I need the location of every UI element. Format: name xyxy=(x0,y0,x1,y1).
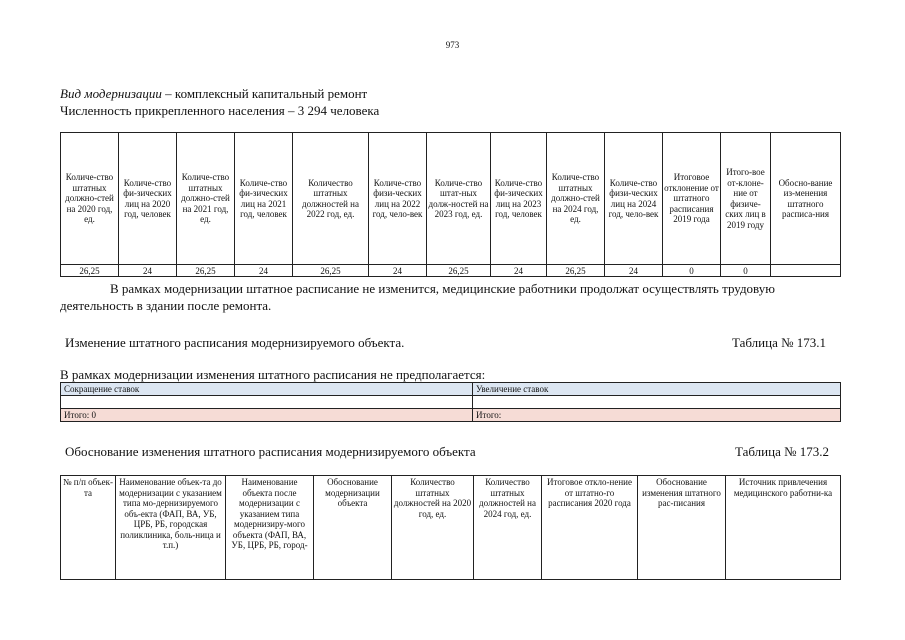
total-left: Итого: 0 xyxy=(61,409,473,422)
staff-header-cell: Количе-ство штат-ных долж-ностей на 2023 год, ед. xyxy=(427,133,491,265)
staff-value-cell xyxy=(771,265,841,277)
staff-table-header-row xyxy=(61,133,841,265)
staff-header-cell: Итого-вое от-клоне-ние от физиче-ских лиц в 2019 году xyxy=(721,133,771,265)
justification-header-row xyxy=(61,476,841,580)
modernization-paragraph: В рамках модернизации штатное расписание не изменится, медицинские работники продолжат осуществлять трудовую деятельность в здании после ремонта. xyxy=(60,281,775,313)
total-right: Итого: xyxy=(473,409,841,422)
section2-title: Обоснование изменения штатного расписания модернизируемого объекта xyxy=(65,444,476,459)
staff-value-cell: 26,25 xyxy=(293,265,369,277)
staff-value-cell: 24 xyxy=(491,265,547,277)
staff-header-cell: Количество штатных должностей на 2022 год, ед. xyxy=(293,133,369,265)
staff-header-cell: Количе-ство штатных должно-стей на 2021 год, ед. xyxy=(177,133,235,265)
staff-header-cell: Количе-ство физи-ческих лиц на 2024 год, чело-век xyxy=(605,133,663,265)
section1-table-number: Таблица № 173.1 xyxy=(732,335,827,350)
staff-table xyxy=(60,132,841,277)
modernization-type-label: Вид модернизации xyxy=(60,86,162,101)
justification-header-cell: Источник привлечения медицинского работни-ка xyxy=(726,476,841,580)
section1-title: Изменение штатного расписания модернизируемого объекта. xyxy=(65,335,405,350)
no-changes-line: В рамках модернизации изменения штатного расписания не предполагается: xyxy=(60,367,486,382)
changes-total-row xyxy=(61,409,841,422)
staff-header-cell: Количе-ство физи-ческих лиц на 2022 год, чело-век xyxy=(369,133,427,265)
justification-header-cell: Обоснование модернизации объекта xyxy=(314,476,392,580)
changes-header-row xyxy=(61,383,841,396)
justification-header-cell: Количество штатных должностей на 2020 год, ед. xyxy=(392,476,474,580)
staff-value-cell: 26,25 xyxy=(427,265,491,277)
justification-header-cell: № п/п объек-та xyxy=(61,476,116,580)
reduction-cell xyxy=(61,396,473,409)
staffing-changes-table xyxy=(60,382,841,422)
staff-header-cell: Обосно-вание из-менения штатного расписа-ния xyxy=(771,133,841,265)
staff-header-cell: Итоговое отклонение от штатного расписания 2019 года xyxy=(663,133,721,265)
justification-table xyxy=(60,475,841,580)
staff-header-cell: Количе-ство штатных должно-стей на 2020 год, ед. xyxy=(61,133,119,265)
justification-header-cell: Обоснование изменения штатного рас-писания xyxy=(638,476,726,580)
justification-header-cell: Наименование объекта после модернизации с указанием типа модернизиру-мого объекта (ФАП, ВА, УБ, ЦРБ, РБ, город- xyxy=(226,476,314,580)
increase-cell xyxy=(473,396,841,409)
staff-value-cell: 0 xyxy=(721,265,771,277)
staff-value-cell: 24 xyxy=(605,265,663,277)
staff-table-value-row xyxy=(61,265,841,277)
reduction-label: Сокращение ставок xyxy=(61,383,473,396)
staff-value-cell: 24 xyxy=(369,265,427,277)
page-number: 973 xyxy=(445,40,460,50)
staff-value-cell: 0 xyxy=(663,265,721,277)
staff-header-cell: Количе-ство фи-зических лиц на 2020 год, человек xyxy=(119,133,177,265)
section2-table-number: Таблица № 173.2 xyxy=(735,444,830,459)
staff-value-cell: 26,25 xyxy=(61,265,119,277)
modernization-type-line xyxy=(60,86,367,102)
staff-value-cell: 26,25 xyxy=(547,265,605,277)
staff-value-cell: 24 xyxy=(235,265,293,277)
staff-header-cell: Количе-ство штатных должно-стей на 2024 год, ед. xyxy=(547,133,605,265)
population-line: Численность прикрепленного населения – 3 294 человека xyxy=(60,103,380,118)
justification-header-cell: Количество штатных должностей на 2024 год, ед. xyxy=(474,476,542,580)
staff-value-cell: 26,25 xyxy=(177,265,235,277)
justification-header-cell: Итоговое откло-нение от штатно-го расписания 2020 года xyxy=(542,476,638,580)
changes-empty-row xyxy=(61,396,841,409)
staff-value-cell: 24 xyxy=(119,265,177,277)
increase-label: Увеличение ставок xyxy=(473,383,841,396)
staff-header-cell: Количе-ство фи-зических лиц на 2023 год, человек xyxy=(491,133,547,265)
justification-header-cell: Наименование объек-та до модернизации с указанием типа мо-дернизируемого объ-екта (ФАП, ВА, УБ, ЦРБ, РБ, городская поликлиника, боль-ница и т.п.) xyxy=(116,476,226,580)
staff-header-cell: Количе-ство фи-зических лиц на 2021 год, человек xyxy=(235,133,293,265)
modernization-type-value: – комплексный капитальный ремонт xyxy=(161,86,368,101)
